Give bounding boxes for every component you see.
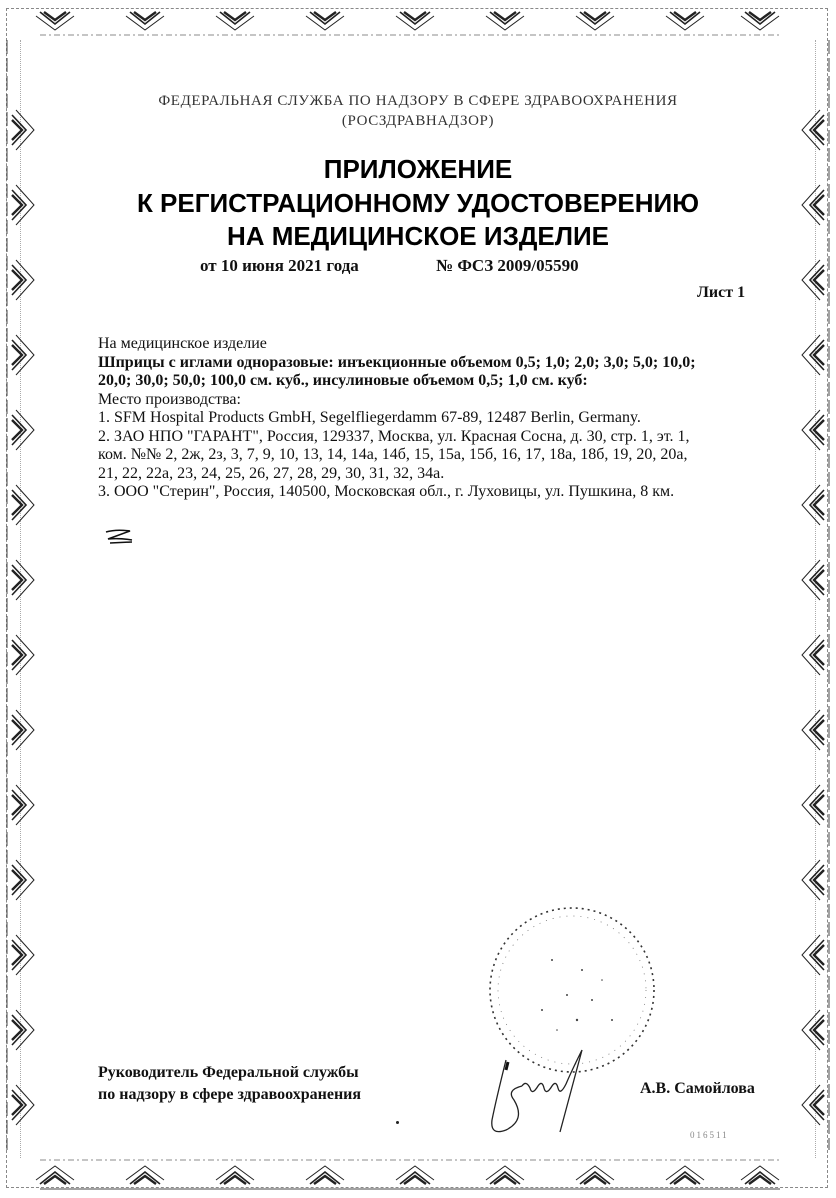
production-site-2-line1: 2. ЗАО НПО "ГАРАНТ", Россия, 129337, Москва, ул. Красная Сосна, д. 30, стр. 1, эт. 1, [98, 427, 690, 445]
chevron-ornament-icon [0, 1156, 836, 1192]
agency-header [0, 91, 836, 131]
production-site-3: 3. ООО "Стерин", Россия, 140500, Московская обл., г. Луховицы, ул. Пушкина, 8 км. [98, 483, 675, 500]
handwritten-signature-icon [486, 1040, 626, 1140]
product-description-line1: Шприцы с иглами одноразовые: инъекционные объемом 0,5; 1,0; 2,0; 3,0; 5,0; 10,0; [98, 353, 696, 371]
document-title-line1: ПРИЛОЖЕНИЕ [323, 154, 513, 184]
sheet-number: Лист 1 [697, 284, 746, 301]
faint-serial-number: 016511 [690, 1130, 729, 1140]
agency-abbreviation: (РОСЗДРАВНАДЗОР) [341, 113, 495, 129]
document-title-line3: НА МЕДИЦИНСКОЕ ИЗДЕЛИЕ [227, 221, 609, 251]
signer-title [98, 1062, 361, 1106]
ink-dot [396, 1121, 399, 1124]
intro-text: На медицинское изделие [98, 335, 267, 352]
document-body [98, 335, 778, 502]
chevron-ornament-icon [0, 4, 836, 40]
production-site-2-line3: 21, 22, 22а, 23, 24, 25, 26, 27, 28, 29, 30, 31, 32, 34а. [98, 464, 445, 482]
signer-title-line2: по надзору в сфере здравоохранения [98, 1086, 362, 1103]
agency-name: ФЕДЕРАЛЬНАЯ СЛУЖБА ПО НАДЗОРУ В СФЕРЕ ЗДРАВООХРАНЕНИЯ [158, 93, 678, 109]
certificate-number: № ФСЗ 2009/05590 [436, 256, 579, 275]
signer-name: А.В. Самойлова [640, 1080, 755, 1097]
production-site-label: Место производства: [98, 390, 241, 408]
issue-date: от 10 июня 2021 года [200, 256, 359, 275]
production-site-2-line2: ком. №№ 2, 2ж, 2з, 3, 7, 9, 10, 13, 14, 14а, 14б, 15, 15а, 15б, 16, 17, 18а, 18б, 19, 20, 20а, [98, 446, 688, 463]
handwritten-initial-mark-icon [102, 528, 142, 546]
document-title-line2: К РЕГИСТРАЦИОННОМУ УДОСТОВЕРЕНИЮ [136, 188, 700, 218]
product-description-line2: 20,0; 30,0; 50,0; 100,0 см. куб., инсулиновые объемом 0,5; 1,0 см. куб: [98, 372, 588, 389]
production-site-1: 1. SFM Hospital Products GmbH, Segelfliegerdamm 67-89, 12487 Berlin, Germany. [98, 409, 641, 426]
signer-title-line1: Руководитель Федеральной службы [98, 1064, 359, 1081]
